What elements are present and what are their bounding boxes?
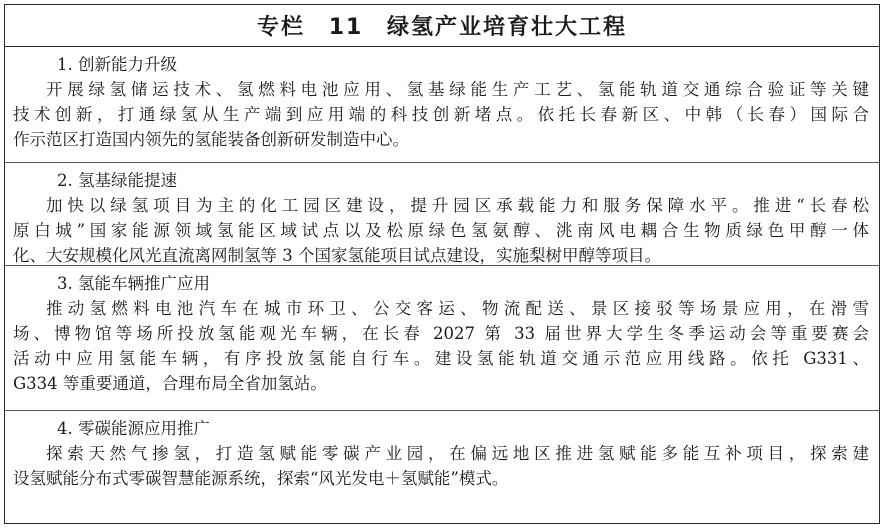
paragraph-line: 原白城”国家能源领域氢能区域试点以及松原绿色氢氨醇、洮南风电耦合生物质绿色甲醇一体	[13, 221, 869, 240]
feature-box	[4, 4, 880, 524]
box-title: 专栏 11 绿氢产业培育壮大工程	[5, 5, 879, 47]
paragraph-line: 化、大安规模化风光直流离网制氢等 3 个国家氢能项目试点建设，实施梨树甲醇等项目。	[13, 246, 661, 265]
paragraph-line: 探索天然气掺氢，打造氢赋能零碳产业园，在偏远地区推进氢赋能多能互补项目，探索建	[46, 444, 869, 463]
paragraph-line: 作示范区打造国内领先的氢能装备创新研发制造中心。	[13, 130, 409, 149]
paragraph-line: 活动中应用氢能车辆，有序投放氢能自行车。建设氢能轨道交通示范应用线路。依托 G331、	[13, 349, 869, 368]
section-hydrogen-green-energy	[5, 163, 879, 266]
paragraph-line: 场、博物馆等场所投放氢能观光车辆，在长春 2027 第 33 届世界大学生冬季运动会等重要赛会	[13, 324, 869, 343]
section-innovation	[5, 47, 879, 163]
section-heading: 3. 氢能车辆推广应用	[57, 274, 210, 293]
section-heading: 1. 创新能力升级	[57, 55, 177, 74]
paragraph-line: 开展绿氢储运技术、氢燃料电池应用、氢基绿能生产工艺、氢能轨道交通综合验证等关键	[46, 80, 869, 99]
paragraph-line: 技术创新，打通绿氢从生产端到应用端的科技创新堵点。依托长春新区、中韩（长春）国际合	[13, 105, 869, 124]
section-hydrogen-vehicles	[5, 266, 879, 411]
section-zero-carbon	[5, 411, 879, 521]
paragraph-line: 加快以绿氢项目为主的化工园区建设，提升园区承载能力和服务保障水平。推进“长春松	[46, 196, 869, 215]
paragraph-line: G334 等重要通道，合理布局全省加氢站。	[13, 374, 327, 393]
section-heading: 2. 氢基绿能提速	[57, 171, 177, 190]
section-heading: 4. 零碳能源应用推广	[57, 419, 210, 438]
paragraph-line: 设氢赋能分布式零碳智慧能源系统，探索“风光发电＋氢赋能”模式。	[13, 469, 509, 488]
paragraph-line: 推动氢燃料电池汽车在城市环卫、公交客运、物流配送、景区接驳等场景应用，在滑雪	[46, 299, 869, 318]
